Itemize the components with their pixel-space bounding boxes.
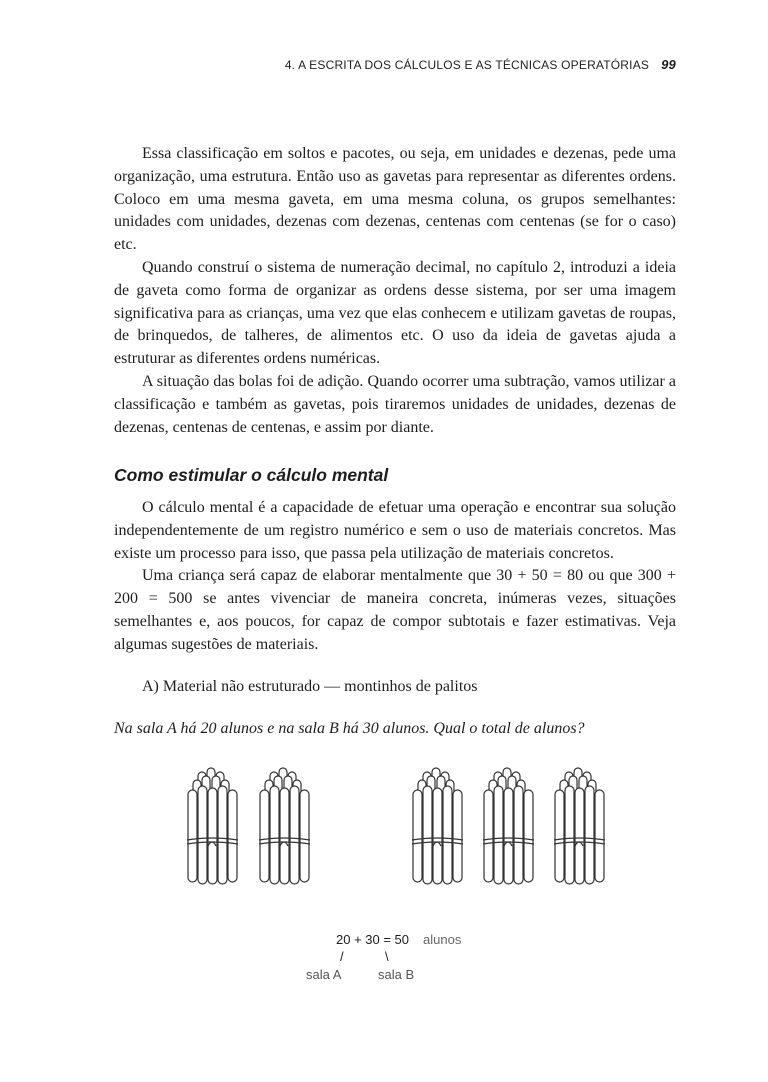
stick-bundle-b3 xyxy=(553,766,607,890)
label-sala-a: sala A xyxy=(306,967,342,982)
running-header xyxy=(285,57,676,72)
paragraph: O cálculo mental é a capacidade de efetuar uma operação e encontrar sua solução independentemente de um registro numérico e sem o uso de materiais concretos. Mas existe um processo para isso, que passa pela utilização de materiais concretos. xyxy=(114,499,676,562)
equation: 20 + 30 = 50 xyxy=(336,932,410,947)
header-title: 4. A ESCRITA DOS CÁLCULOS E AS TÉCNICAS OPERATÓRIAS xyxy=(284,58,650,72)
stick-bundle-b2 xyxy=(482,766,536,890)
section-title: Como estimular o cálculo mental xyxy=(114,465,389,485)
paragraph: Uma criança será capaz de elaborar mentalmente que 30 + 50 = 80 ou que 300 + 200 = 500 se antes vivenciar de maneira concreta, inúmeras vezes, situações semelhantes e, aos poucos, for capaz de compor subtotais e fazer estimativas. Veja algumas sugestões de materiais. xyxy=(114,567,676,653)
body-text-section xyxy=(114,497,676,657)
equation-unit: alunos xyxy=(423,932,462,947)
stick-bundle-a1 xyxy=(186,766,240,890)
paragraph: Essa classificação em soltos e pacotes, ou seja, em unidades e dezenas, pede uma organização, uma estrutura. Então uso as gavetas para representar as diferentes ordens. Coloco em uma mesma gaveta, em uma mesma coluna, os grupos semelhantes: unidades com unidades, dezenas com dezenas, centenas com centenas (se for o caso) etc. xyxy=(114,145,676,254)
body-text-top xyxy=(114,143,676,439)
page-number: 99 xyxy=(661,57,676,72)
pointer-right: \ xyxy=(385,949,389,964)
item-a: A) Material não estruturado — montinhos de palitos xyxy=(142,678,478,695)
stick-bundles-figure xyxy=(0,760,768,900)
pointer-left: / xyxy=(340,949,344,964)
question: Na sala A há 20 alunos e na sala B há 30 alunos. Qual o total de alunos? xyxy=(114,720,585,737)
paragraph: A situação das bolas foi de adição. Quando ocorrer uma subtração, vamos utilizar a classificação e também as gavetas, pois tiraremos unidades de unidades, dezenas de dezenas, centenas de centenas, e assim por diante. xyxy=(114,372,676,436)
equation-line xyxy=(336,932,461,947)
stick-bundle-b1 xyxy=(411,766,465,890)
paragraph: Quando construí o sistema de numeração decimal, no capítulo 2, introduzi a ideia de gaveta como forma de organizar as ordens desse sistema, por ser uma imagem significativa para as crianças, uma vez que elas conhecem e utilizam gavetas de roupas, de brinquedos, de talheres, de alimentos etc. O uso da ideia de gavetas ajuda a estruturar as diferentes ordens numéricas. xyxy=(114,258,676,368)
stick-bundle-a2 xyxy=(258,766,312,890)
label-sala-b: sala B xyxy=(378,967,415,982)
